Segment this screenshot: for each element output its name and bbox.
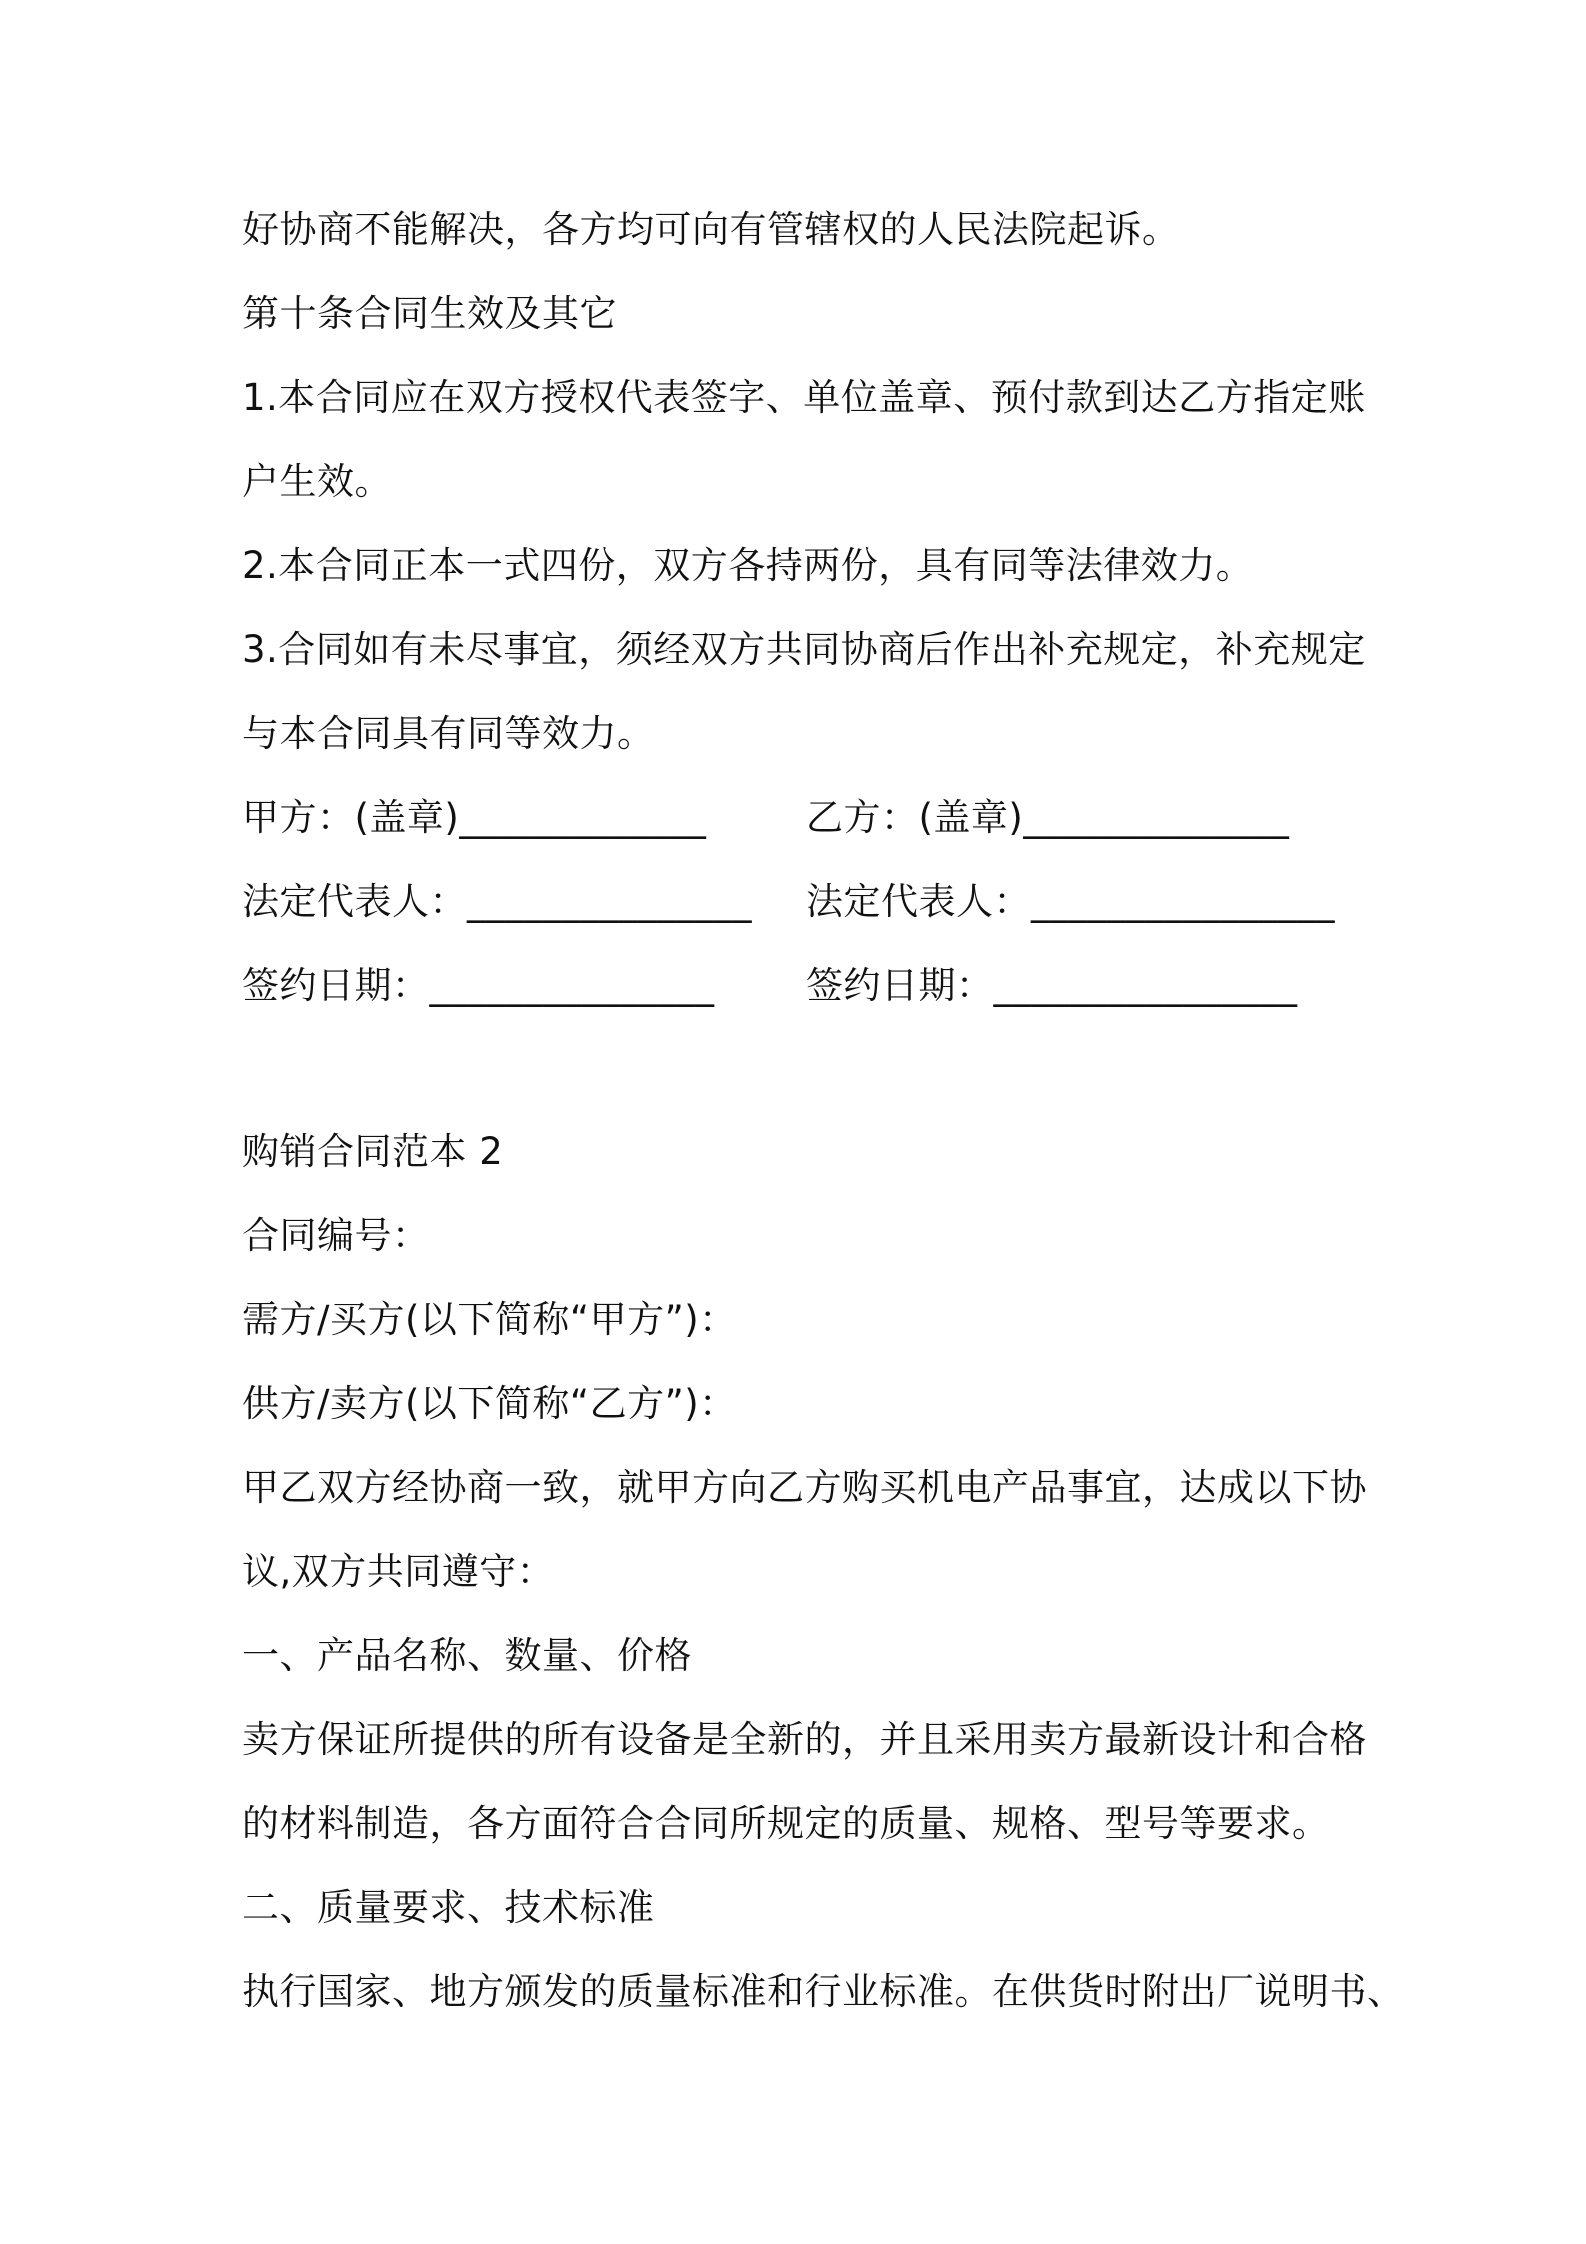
- party-b-date-field: 签约日期：________________: [806, 964, 1298, 1007]
- party-a-date-field: 签约日期：_______________: [242, 964, 715, 1007]
- buyer-field: 需方/买方(以下简称“甲方”)：: [242, 1298, 737, 1341]
- contract-title: 购销合同范本 2: [242, 1130, 504, 1173]
- party-b-seal-field: 乙方：(盖章)______________: [806, 796, 1290, 839]
- party-a-representative-field: 法定代表人：_______________: [242, 880, 752, 923]
- party-a-seal-field: 甲方：(盖章)_____________: [242, 796, 707, 839]
- paragraph-line: 1.本合同应在双方授权代表签字、单位盖章、预付款到达乙方指定账: [242, 376, 1366, 419]
- section-heading: 一、产品名称、数量、价格: [242, 1634, 692, 1677]
- party-b-representative-field: 法定代表人：________________: [806, 880, 1335, 923]
- paragraph-line: 好协商不能解决，各方均可向有管辖权的人民法院起诉。: [242, 208, 1180, 251]
- paragraph-line: 执行国家、地方颁发的质量标准和行业标准。在供货时附出厂说明书、: [242, 1970, 1405, 2013]
- paragraph-line: 卖方保证所提供的所有设备是全新的，并且采用卖方最新设计和合格: [242, 1718, 1367, 1761]
- article-heading: 第十条合同生效及其它: [242, 292, 617, 335]
- paragraph-line: 的材料制造，各方面符合合同所规定的质量、规格、型号等要求。: [242, 1802, 1330, 1845]
- contract-number-field: 合同编号：: [242, 1214, 430, 1257]
- paragraph-line: 议,双方共同遵守：: [242, 1550, 555, 1593]
- paragraph-line: 甲乙双方经协商一致，就甲方向乙方购买机电产品事宜，达成以下协: [242, 1466, 1367, 1509]
- paragraph-line: 2.本合同正本一式四份，双方各持两份，具有同等法律效力。: [242, 544, 1254, 587]
- section-heading: 二、质量要求、技术标准: [242, 1886, 655, 1929]
- paragraph-line: 3.合同如有未尽事宜，须经双方共同协商后作出补充规定，补充规定: [242, 628, 1366, 671]
- supplier-field: 供方/卖方(以下简称“乙方”)：: [242, 1382, 737, 1425]
- paragraph-line: 户生效。: [242, 460, 392, 503]
- paragraph-line: 与本合同具有同等效力。: [242, 712, 655, 755]
